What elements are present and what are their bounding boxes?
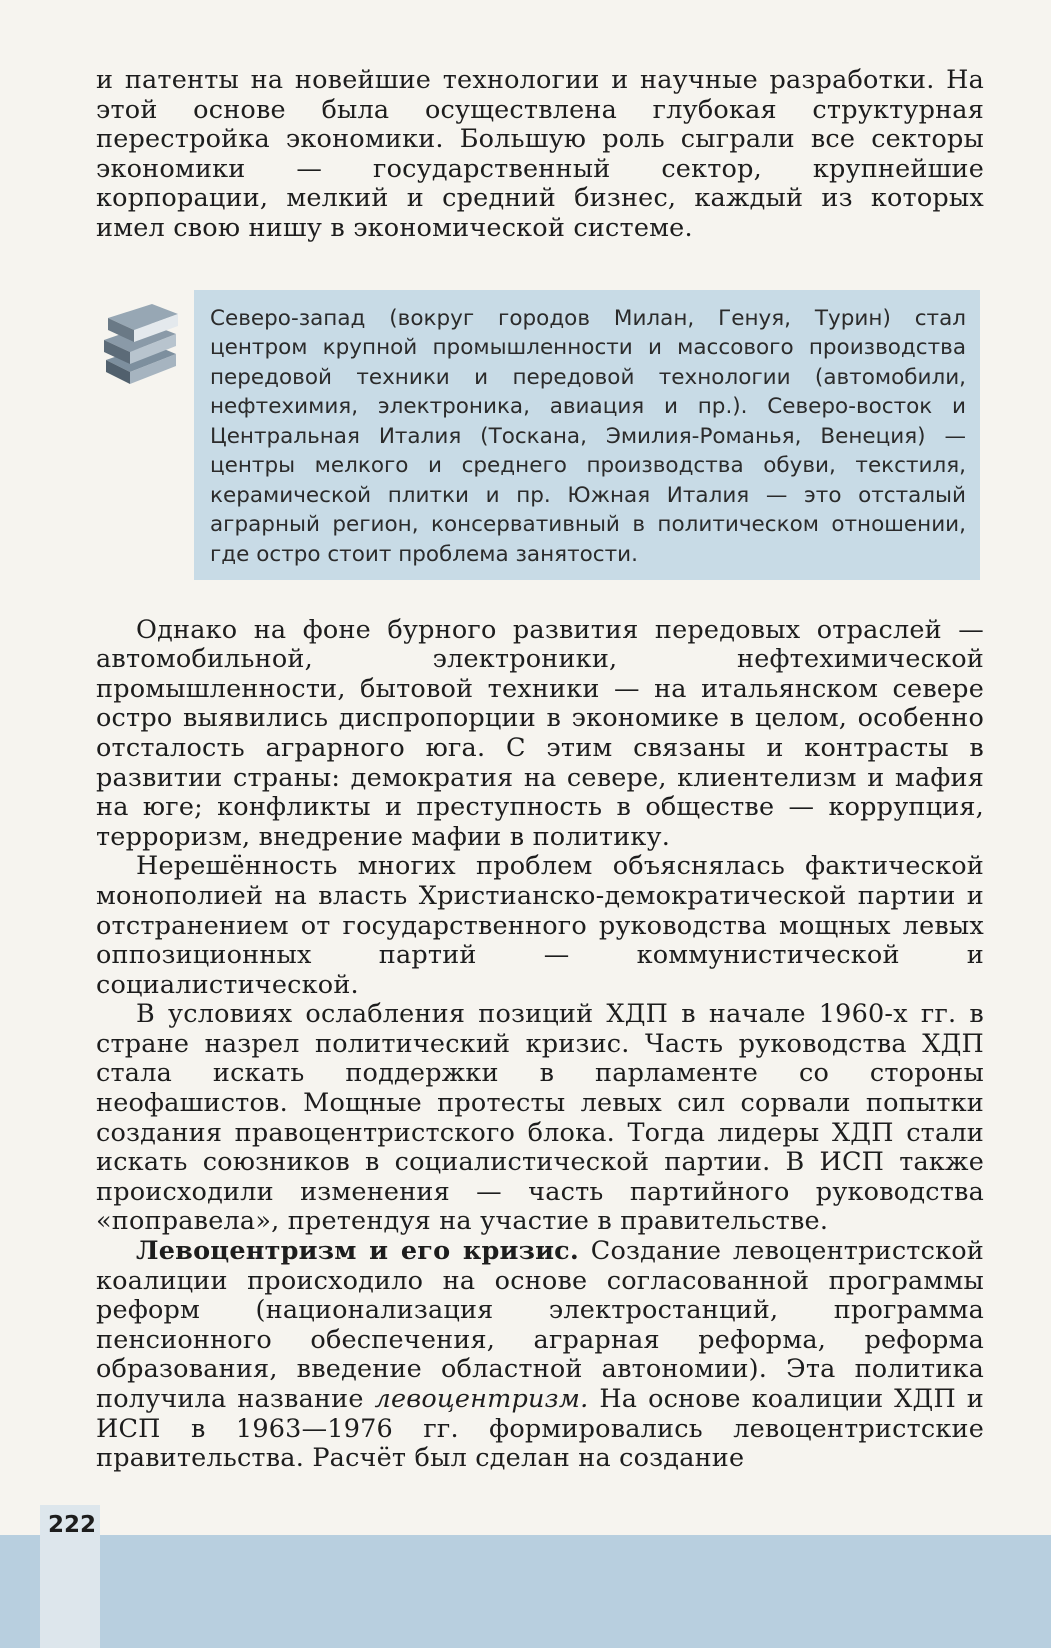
books-icon — [96, 300, 182, 390]
page-number: 222 — [48, 1512, 97, 1538]
footer-band — [0, 1535, 1051, 1648]
paragraph-5-part-1: Создание левоцентристской коалиции происходило на основе согласованной программы реформ (национализация электростанций, программа пенсионного обеспечения, аграрная реформа, реформа образования, введение областной автономии). Эта политика получила название — [96, 1236, 984, 1414]
paragraph-5 — [96, 1237, 984, 1474]
paragraph-2: Однако на фоне бурного развития передовых отраслей — автомобильной, электроники, нефтехимической промышленности, бытовой техники — на итальянском севере остро выявились диспропорции в экономике в целом, особенно отсталость аграрного юга. С этим связаны и контрасты в развитии страны: демократия на севере, клиентелизм и мафия на юге; конфликты и преступность в обществе — коррупция, терроризм, внедрение мафии в политику. — [96, 614, 984, 852]
paragraph-4: В условиях ослабления позиций ХДП в начале 1960-х гг. в стране назрел политический кризис. Часть руководства ХДП стала искать поддержки в парламенте со стороны неофашистов. Мощные протесты левых сил сорвали попытки создания правоцентристского блока. Тогда лидеры ХДП стали искать союзников в социалистической партии. В ИСП также происходили изменения — часть партийного руководства «поправела», претендуя на участие в правительстве. — [96, 999, 984, 1237]
page-body — [96, 66, 984, 1474]
paragraph-1: и патенты на новейшие технологии и научные разработки. На этой основе была осуществлена глубокая структурная перестройка экономики. Большую роль сыграли все секторы экономики — государственный сектор, крупнейшие корпорации, мелкий и средний бизнес, каждый из которых имел свою нишу в экономической системе. — [96, 65, 984, 243]
paragraph-5-part-2: На основе коалиции ХДП и ИСП в 1963—1976 гг. формировались левоцентристские правительства. Расчёт был сделан на создание — [96, 1384, 984, 1474]
note-text: Северо-запад (вокруг городов Милан, Генуя, Турин) стал центром крупной промышленности и массового производства передовой техники и передовой технологии (автомобили, нефтехимия, электроника, авиация и пр.). Северо-восток и Центральная Италия (Тоскана, Эмилия-Романья, Венеция) — центры мелкого и среднего производства обуви, текстиля, керамической плитки и пр. Южная Италия — это отсталый аграрный регион, консервативный в политическом отношении, где остро стоит проблема занятости. — [210, 305, 966, 567]
section-heading: Левоцентризм и его кризис. — [136, 1236, 579, 1267]
term-italic: левоцентризм. — [374, 1384, 589, 1414]
paragraph-3: Нерешённость многих проблем объяснялась фактической монополией на власть Христианско-демократической партии и отстранением от государственного руководства мощных левых оппозиционных партий — коммунистической и социалистической. — [96, 851, 984, 1000]
info-note — [96, 290, 984, 580]
note-box — [194, 290, 980, 580]
